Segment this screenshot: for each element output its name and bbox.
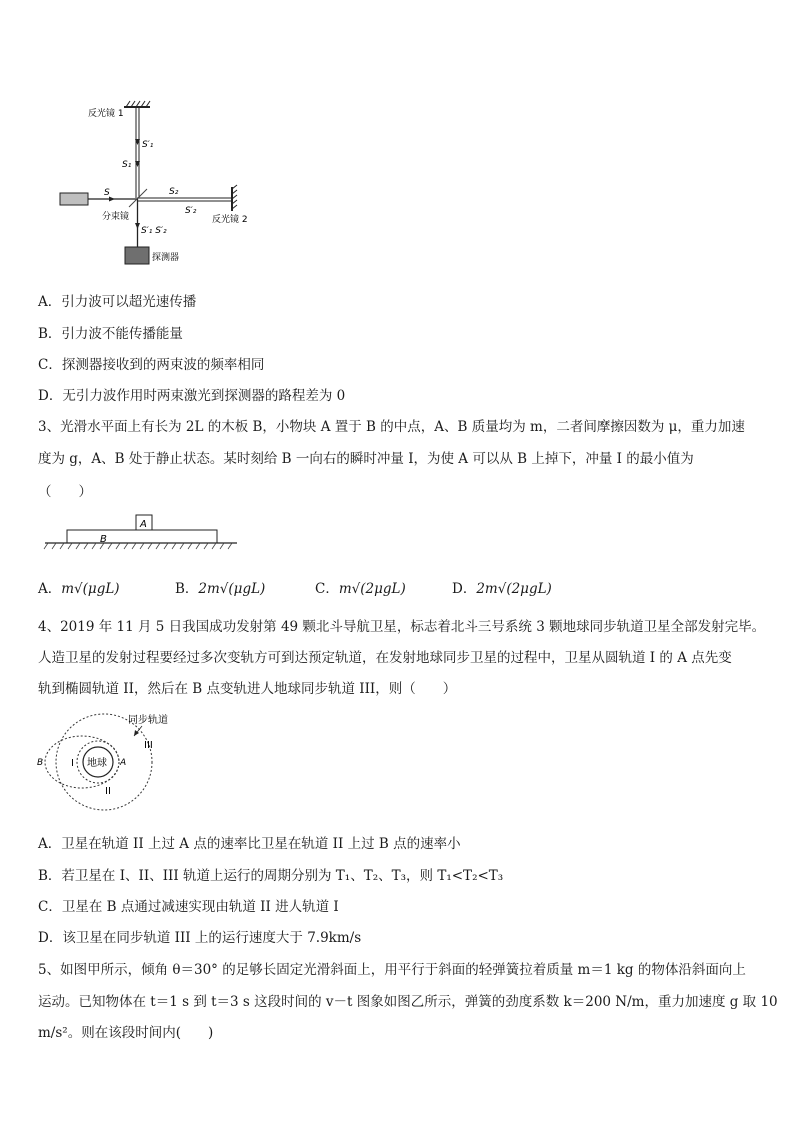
point-b-label: B <box>37 758 44 768</box>
label-s2: S₂ <box>169 187 179 197</box>
interferometer-figure <box>55 95 265 270</box>
q3-option-c-value: m√(2μgL) <box>338 581 406 597</box>
q5-line3: m/s²。则在该段时间内( ) <box>38 1025 214 1041</box>
point-a-label: A <box>120 758 127 768</box>
q3-option-b-value: 2m√(μgL) <box>198 581 266 597</box>
fig-block-a: A <box>140 519 147 530</box>
orbit-iii-label: III <box>144 740 153 751</box>
q3-option-a-label: A． <box>38 581 62 597</box>
q3-option-d-value: 2m√(2μgL) <box>476 581 552 597</box>
q4-line3: 轨到椭圆轨道 II，然后在 B 点变轨进人地球同步轨道 III，则（ ） <box>38 681 457 697</box>
q3-option-c-label: C． <box>315 581 339 597</box>
board-block-figure <box>42 512 242 552</box>
orbit-i-label: I <box>71 758 74 769</box>
sync-orbit-label: 同步轨道 <box>128 715 168 726</box>
fig-board-b: B <box>100 534 107 545</box>
label-s2p: S′₂ <box>185 206 197 216</box>
q2-option-c: C．探测器接收到的两束波的频率相同 <box>38 357 265 373</box>
earth-label: 地球 <box>87 758 107 769</box>
q5-line2: 运动。已知物体在 t＝1 s 到 t＝3 s 这段时间的 v－t 图象如图乙所示，弹簧的劲度系数 k＝200 N/m，重力加速度 g 取 10 <box>38 994 778 1010</box>
q2-option-b: B．引力波不能传播能量 <box>38 326 183 342</box>
label-s1s2: S′₁ S′₂ <box>141 226 167 236</box>
mirror1-label: 反光镜 1 <box>88 109 124 119</box>
q2-option-d: D．无引力波作用时两束激光到探测器的路程差为 0 <box>38 388 346 404</box>
label-s: S <box>104 188 110 198</box>
q3-option-a-value: m√(μgL) <box>61 581 120 597</box>
q4-option-b: B．若卫星在 I、II、III 轨道上运行的周期分别为 T₁、T₂、T₃，则 T₁<T₂<T₃ <box>38 868 504 884</box>
q4-option-c: C．卫星在 B 点通过减速实现由轨道 II 进人轨道 I <box>38 899 339 915</box>
q2-option-a: A．引力波可以超光速传播 <box>38 294 197 310</box>
q5-line1: 5、如图甲所示，倾角 θ＝30° 的足够长固定光滑斜面上，用平行于斜面的轻弹簧拉着质量 m＝1 kg 的物体沿斜面向上 <box>38 962 746 978</box>
q3-option-a <box>38 577 120 597</box>
q3-option-c <box>315 577 406 597</box>
orbit-ii-label: II <box>105 786 111 797</box>
q4-line2: 人造卫星的发射过程要经过多次变轨方可到达预定轨道，在发射地球同步卫星的过程中，卫星从圆轨道 I 的 A 点先变 <box>38 650 732 666</box>
q3-option-d-label: D． <box>452 581 477 597</box>
q4-option-a: A．卫星在轨道 II 上过 A 点的速率比卫星在轨道 II 上过 B 点的速率小 <box>38 836 461 852</box>
q3-line1: 3、光滑水平面上有长为 2L 的木板 B，小物块 A 置于 B 的中点，A、B 质量均为 m，二者间摩擦因数为 μ，重力加速 <box>38 419 745 435</box>
q3-line3: （ ） <box>38 484 92 500</box>
q3-option-d <box>452 577 552 597</box>
q4-option-d: D．该卫星在同步轨道 III 上的运行速度大于 7.9km/s <box>38 930 362 946</box>
mirror2-label: 反光镜 2 <box>212 215 248 225</box>
q3-option-b-label: B． <box>175 581 199 597</box>
q4-line1: 4、2019 年 11 月 5 日我国成功发射第 49 颗北斗导航卫星，标志着北斗三号系统 3 颗地球同步轨道卫星全部发射完毕。 <box>38 619 766 635</box>
label-s1: S₁ <box>122 160 132 170</box>
q3-line2: 度为 g，A、B 处于静止状态。某时刻给 B 一向右的瞬时冲量 I，为使 A 可以从 B 上掉下，冲量 I 的最小值为 <box>38 451 694 467</box>
q3-option-b <box>175 577 265 597</box>
label-s1p: S′₁ <box>142 140 154 150</box>
detector-label: 探测器 <box>152 253 180 263</box>
splitter-label: 分束镜 <box>102 212 130 222</box>
orbit-figure <box>34 708 184 813</box>
